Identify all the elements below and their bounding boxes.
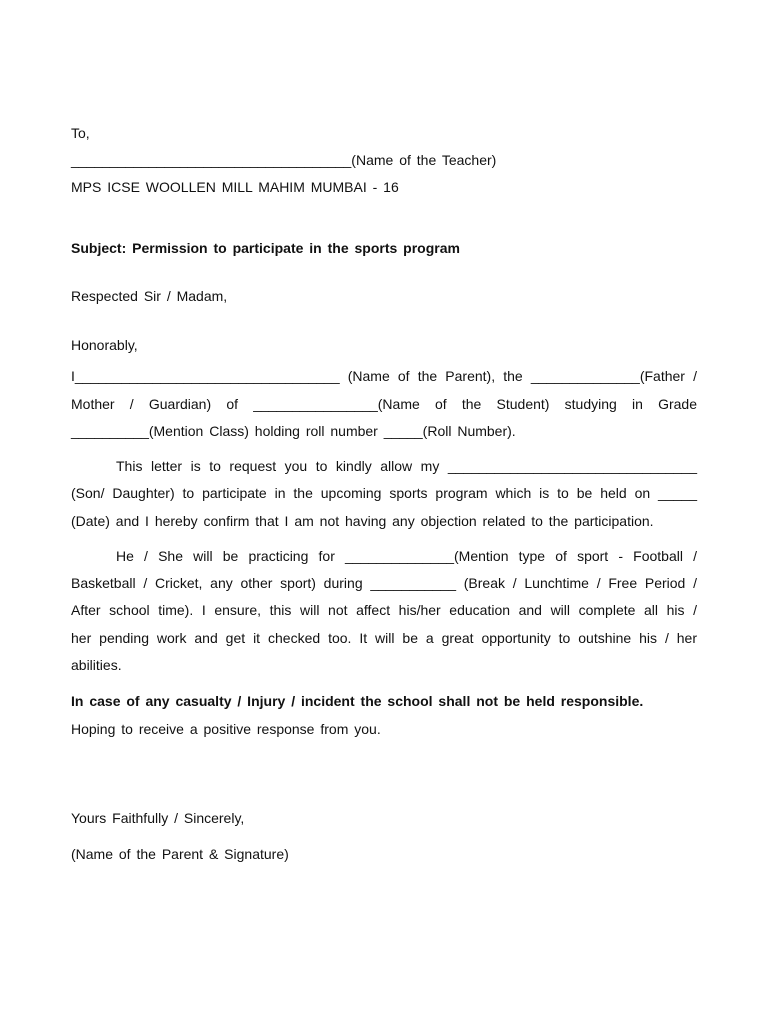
- paragraph-practice-line-1: He / She will be practicing for ______________(Mention type of sport - Football /: [116, 548, 697, 564]
- liability-statement: In case of any casualty / Injury / incident the school shall not be held responsible.: [71, 693, 644, 709]
- parent-signature-line: (Name of the Parent & Signature): [71, 846, 289, 862]
- recipient-to: To,: [71, 125, 90, 141]
- closing-phrase: Yours Faithfully / Sincerely,: [71, 810, 245, 826]
- paragraph-practice-line-3: After school time). I ensure, this will not affect his/her education and will complete all his /: [71, 602, 697, 618]
- subject-line: Subject: Permission to participate in the sports program: [71, 240, 460, 256]
- paragraph-practice-line-5: abilities.: [71, 657, 122, 673]
- salutation: Respected Sir / Madam,: [71, 288, 228, 304]
- school-name: MPS ICSE WOOLLEN MILL MAHIM MUMBAI - 16: [71, 179, 399, 195]
- hoping-response: Hoping to receive a positive response from you.: [71, 721, 381, 737]
- paragraph-parent-line-2: Mother / Guardian) of ________________(Name of the Student) studying in Grade: [71, 396, 697, 412]
- paragraph-parent-line-3: __________(Mention Class) holding roll number _____(Roll Number).: [71, 423, 516, 439]
- paragraph-practice-line-4: her pending work and get it checked too. It will be a great opportunity to outshine his / her: [71, 630, 697, 646]
- paragraph-practice-line-2: Basketball / Cricket, any other sport) during ___________ (Break / Lunchtime / Free Period /: [71, 575, 697, 591]
- greeting-honorably: Honorably,: [71, 337, 138, 353]
- paragraph-request-line-3: (Date) and I hereby confirm that I am not having any objection related to the participation.: [71, 513, 654, 529]
- paragraph-request-line-1: This letter is to request you to kindly allow my ________________________________: [116, 458, 697, 474]
- teacher-name-line: ____________________________________(Name of the Teacher): [71, 152, 497, 168]
- paragraph-request-line-2: (Son/ Daughter) to participate in the upcoming sports program which is to be held on _____: [71, 485, 697, 501]
- paragraph-parent-line-1: I__________________________________ (Name of the Parent), the ______________(Father /: [71, 368, 697, 384]
